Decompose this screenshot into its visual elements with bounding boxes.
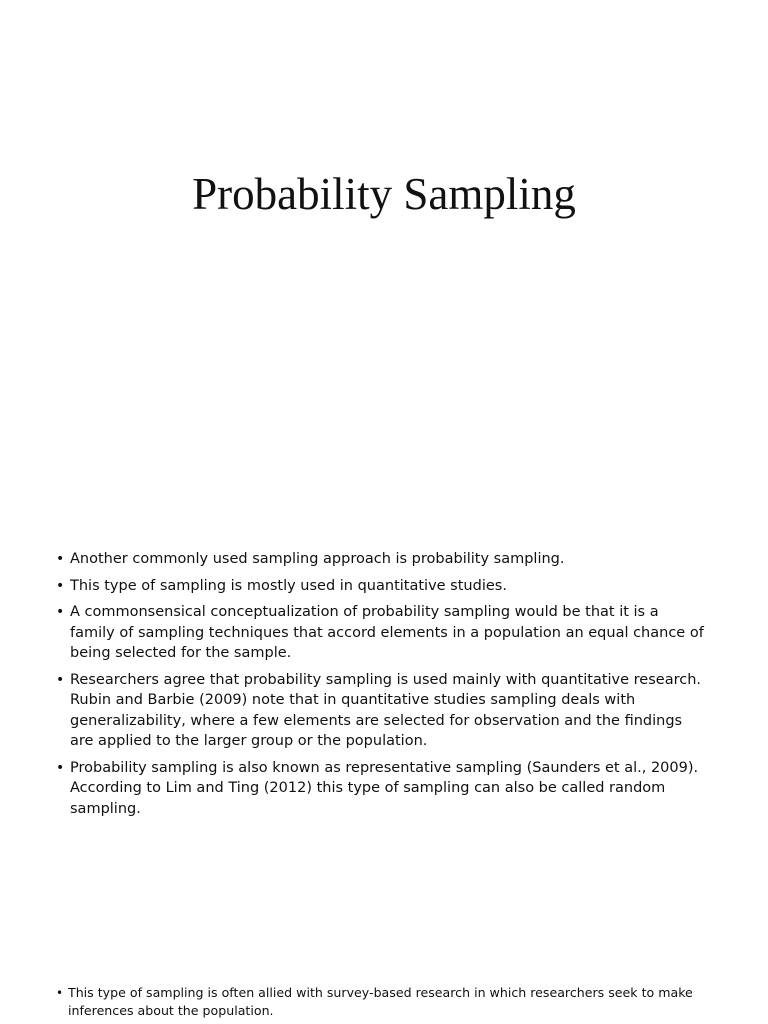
footnote-item [56, 984, 706, 1020]
bullet-item [56, 670, 706, 752]
bullet-text: Researchers agree that probability sampling is used mainly with quantitative research. Rubin and Barbie (2009) note that in quantitative studies sampling deals with generalizability, where a few elements are selected for observation and the findings are applied to the larger group or the population. [70, 671, 702, 749]
bullet-marker: • [56, 986, 64, 1000]
footnote-list [56, 984, 706, 1020]
bullet-text: Probability sampling is also known as representative sampling (Saunders et al., 2009). According to Lim and Ting (2012) this type of sampling can also be called random sampling. [70, 759, 699, 817]
bullet-marker: • [56, 759, 65, 776]
bullet-item [56, 576, 706, 597]
bullet-text: This type of sampling is mostly used in quantitative studies. [70, 577, 507, 594]
bullet-item [56, 758, 706, 820]
bullet-marker: • [56, 604, 65, 620]
footnote-text: This type of sampling is often allied with survey-based research in which researchers seek to make inferences about the population. [68, 985, 693, 1018]
bullet-text: Another commonly used sampling approach is probability sampling. [70, 551, 565, 567]
bullet-marker: • [56, 551, 65, 567]
bullet-item [56, 602, 706, 664]
bullet-text: A commonsensical conceptualization of probability sampling would be that it is a family of sampling techniques that accord elements in a population an equal chance of being selected for the sample. [70, 604, 704, 661]
slide-title: Probability Sampling [192, 169, 576, 219]
bullet-list [56, 549, 706, 825]
bullet-item [56, 549, 706, 570]
bullet-marker: • [56, 577, 65, 594]
bullet-marker: • [56, 671, 65, 688]
